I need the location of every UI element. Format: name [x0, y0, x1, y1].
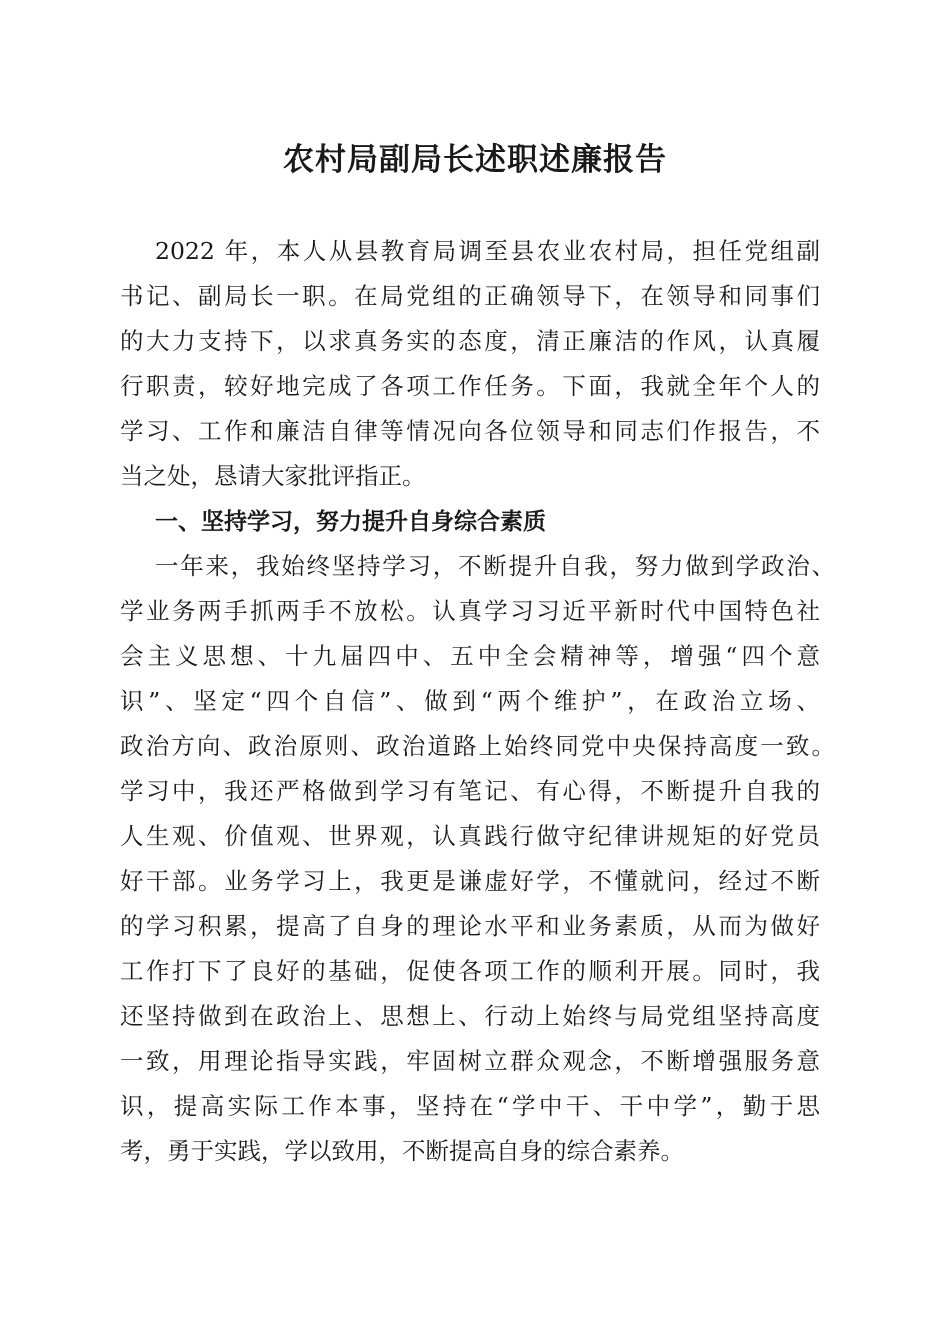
- paragraph-line: 的学习积累，提高了自身的理论水平和业务素质，从而为做好: [120, 912, 820, 940]
- paragraph-line: 工作打下了良好的基础，促使各项工作的顺利开展。同时，我: [120, 957, 820, 985]
- paragraph-line: 一致，用理论指导实践，牢固树立群众观念，不断增强服务意: [120, 1047, 820, 1075]
- paragraph-line: 考，勇于实践，学以致用，不断提高自身的综合素养。: [120, 1137, 684, 1165]
- paragraph-line: 书记、副局长一职。在局党组的正确领导下，在领导和同事们: [120, 282, 820, 310]
- paragraph-line: 学习、工作和廉洁自律等情况向各位领导和同志们作报告，不: [120, 417, 820, 445]
- paragraph-line: 人生观、价值观、世界观，认真践行做守纪律讲规矩的好党员: [120, 822, 820, 850]
- paragraph-line: 好干部。业务学习上，我更是谦虚好学，不懂就问，经过不断: [120, 867, 820, 895]
- paragraph-line: 2022 年，本人从县教育局调至县农业农村局，担任党组副: [155, 237, 820, 265]
- paragraph-line: 学业务两手抓两手不放松。认真学习习近平新时代中国特色社: [120, 597, 820, 625]
- paragraph-line: 政治方向、政治原则、政治道路上始终同党中央保持高度一致。: [120, 732, 835, 760]
- paragraph-line: 识，提高实际工作本事，坚持在“学中干、干中学”，勤于思: [120, 1092, 820, 1120]
- paragraph-line: 还坚持做到在政治上、思想上、行动上始终与局党组坚持高度: [120, 1002, 820, 1030]
- document-title: 农村局副局长述职述廉报告: [283, 142, 667, 178]
- section-heading: 一、坚持学习，努力提升自身综合素质: [155, 509, 546, 535]
- paragraph-line: 当之处，恳请大家批评指正。: [120, 462, 426, 490]
- paragraph-line: 识”、坚定“四个自信”、做到“两个维护”，在政治立场、: [120, 687, 820, 715]
- paragraph-line: 会主义思想、十九届四中、五中全会精神等，增强“四个意: [120, 642, 820, 670]
- paragraph-line: 行职责，较好地完成了各项工作任务。下面，我就全年个人的: [120, 372, 820, 400]
- paragraph-line: 学习中，我还严格做到学习有笔记、有心得，不断提升自我的: [120, 777, 820, 805]
- paragraph-line: 的大力支持下，以求真务实的态度，清正廉洁的作风，认真履: [120, 327, 820, 355]
- paragraph-line: 一年来，我始终坚持学习，不断提升自我，努力做到学政治、: [155, 552, 835, 580]
